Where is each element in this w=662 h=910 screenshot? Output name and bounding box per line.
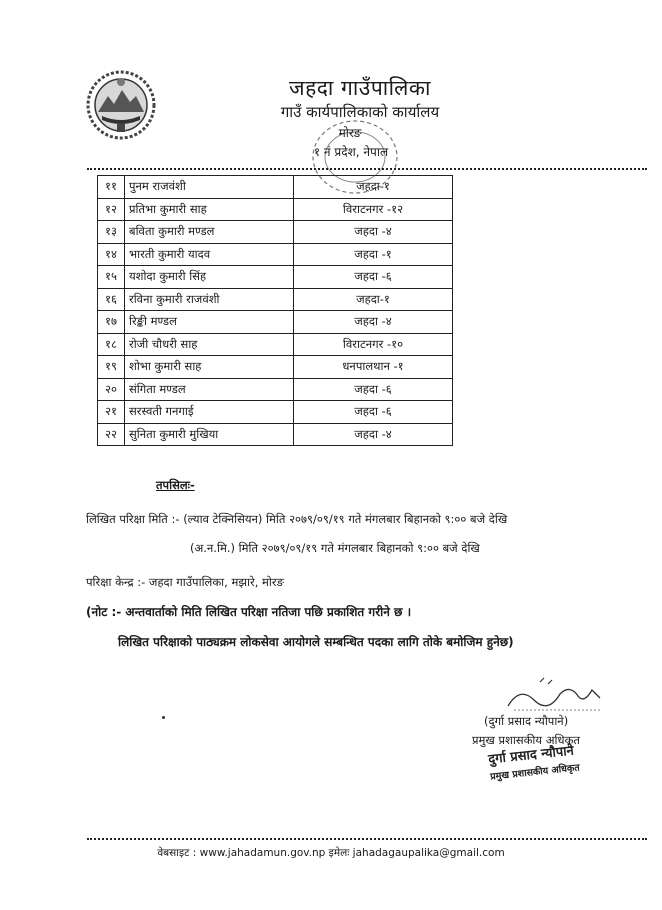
address-cell: जहदा-१: [294, 288, 453, 311]
table-row: [98, 356, 453, 379]
candidate-name-cell: प्रतिभा कुमारी साह: [125, 198, 294, 221]
candidate-name-cell: यशोदा कुमारी सिंह: [125, 266, 294, 289]
table-row: [98, 423, 453, 446]
candidate-name-cell: सरस्वती गनगाई: [125, 401, 294, 424]
signatory-title: प्रमुख प्रशासकीय अधिकृत: [472, 733, 580, 747]
interview-note: (नोट :- अन्तवार्ताको मिति लिखित परिक्षा नतिजा पछि प्रकाशित गरीने छ ।: [86, 605, 412, 619]
serial-number-cell: १३: [98, 221, 125, 244]
header-divider: [87, 168, 647, 170]
address-cell: विराटनगर -१२: [294, 198, 453, 221]
candidate-name-cell: शोभा कुमारी साह: [125, 356, 294, 379]
serial-number-cell: २२: [98, 423, 125, 446]
exam-center: परिक्षा केन्द्र :- जहदा गाउँपालिका, मझारे, मोरङ: [86, 575, 284, 589]
candidate-name-cell: रिङ्की मण्डल: [125, 311, 294, 334]
signature-stamp-name: दुर्गा प्रसाद न्यौपाने: [487, 743, 575, 768]
footer-divider: [87, 838, 647, 840]
address-cell: जहदा -४: [294, 311, 453, 334]
table-row: [98, 401, 453, 424]
address-cell: जहदा -४: [294, 221, 453, 244]
serial-number-cell: ११: [98, 176, 125, 199]
table-row: [98, 266, 453, 289]
table-row: [98, 176, 453, 199]
table-row: [98, 221, 453, 244]
exam-date-anm: (अ.न.मि.) मिति २०७९/०९/१९ गते मंगलबार बिहानको ९:०० बजे देखि: [190, 541, 480, 555]
signature-scribble-icon: [500, 676, 610, 716]
table-row: [98, 378, 453, 401]
table-row: [98, 243, 453, 266]
address-cell: जहदा -४: [294, 423, 453, 446]
serial-number-cell: १४: [98, 243, 125, 266]
candidates-table: [97, 175, 453, 446]
candidate-name-cell: भारती कुमारी यादव: [125, 243, 294, 266]
province-label: १ नं प्रदेश, नेपाल: [313, 145, 389, 159]
table-row: [98, 311, 453, 334]
address-cell: जहदा -६: [294, 378, 453, 401]
signatory-name: (दुर्गा प्रसाद न्यौपाने): [484, 714, 569, 728]
table-row: [98, 333, 453, 356]
address-cell: जहदा-१: [294, 176, 453, 199]
candidate-name-cell: रोजी चौधरी साह: [125, 333, 294, 356]
district-label: मोरङ: [338, 126, 362, 140]
serial-number-cell: २०: [98, 378, 125, 401]
serial-number-cell: १९: [98, 356, 125, 379]
syllabus-note: लिखित परिक्षाको पाठ्यक्रम लोकसेवा आयोगले सम्बन्धित पदका लागि तोके बमोजिम हुनेछ): [118, 635, 514, 649]
footer-contact: वेबसाइट : www.jahadamun.gov.np इमेलः jahadagaupalika@gmail.com: [157, 847, 505, 859]
address-cell: जहदा -१: [294, 243, 453, 266]
table-row: [98, 288, 453, 311]
address-cell: जहदा -६: [294, 266, 453, 289]
exam-date-lab-technician: लिखित परिक्षा मिति :- (ल्याव टेक्निसियन) मिति २०७९/०९/१९ गते मंगलबार बिहानको ९:०० बजे देखि: [86, 512, 508, 526]
serial-number-cell: २१: [98, 401, 125, 424]
serial-number-cell: १६: [98, 288, 125, 311]
table-row: [98, 198, 453, 221]
serial-number-cell: १५: [98, 266, 125, 289]
serial-number-cell: १७: [98, 311, 125, 334]
nepal-emblem-icon: [84, 68, 158, 142]
serial-number-cell: १८: [98, 333, 125, 356]
address-cell: जहदा -६: [294, 401, 453, 424]
candidate-name-cell: बविता कुमारी मण्डल: [125, 221, 294, 244]
municipality-title: जहदा गाउँपालिका: [289, 76, 431, 100]
office-name: गाउँ कार्यपालिकाको कार्यालय: [280, 103, 440, 121]
candidate-name-cell: रविना कुमारी राजवंशी: [125, 288, 294, 311]
stray-mark: [162, 716, 165, 719]
address-cell: विराटनगर -१०: [294, 333, 453, 356]
candidate-name-cell: पुनम राजवंशी: [125, 176, 294, 199]
candidate-name-cell: संगिता मण्डल: [125, 378, 294, 401]
notes-heading: तपसिलः-: [156, 478, 195, 492]
candidate-name-cell: सुनिता कुमारी मुखिया: [125, 423, 294, 446]
address-cell: धनपालथान -१: [294, 356, 453, 379]
serial-number-cell: १२: [98, 198, 125, 221]
signature-stamp-title: प्रमुख प्रशासकीय अधिकृत: [489, 762, 581, 783]
